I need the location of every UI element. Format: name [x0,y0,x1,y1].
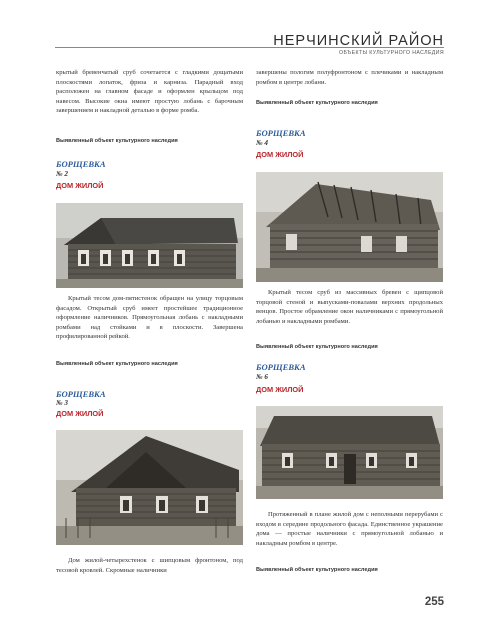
right-intro-status: Выявленный объект культурного наследия [256,100,378,106]
section-subtitle: ОБЪЕКТЫ КУЛЬТУРНОГО НАСЛЕДИЯ [339,50,444,56]
object-3-number: № 3 [56,399,68,407]
object-4-location: БОРЩЕВКА [256,128,306,138]
object-2-status: Выявленный объект культурного наследия [56,361,178,367]
object-3-description: Дом жилой-четырехстенок с шипцовым фронтоном, под тесовой кровлей. Скромные наличники [56,557,243,574]
object-6-description: Протяженный в плане жилой дом с неполными перерубами с входом в середине продольного фасада. Единственное украшение дома — простые наличники с прямоугольной лобанью и накладным ромбом в центре. [256,511,443,547]
photo-object-6 [256,406,443,499]
left-intro-text: крытый бревенчатый сруб сочетается с гладкими дощатыми плоскостями лопаток, фриза и карниза. Парадный вход расположен на главном фасаде и оформлен крыльцом под навесом. Высокие окна имеют простую лобань с барочным завершением и накладной деталью в форме ромба. [56,69,243,115]
object-4-status: Выявленный объект культурного наследия [256,344,378,350]
object-6-status: Выявленный объект культурного наследия [256,567,378,573]
photo-object-4 [256,172,443,282]
object-2-description: Крытый тесом дом-пятистенок обращен на улицу торцовым фасадом. Открытый сруб имеет простейшее традиционное оформление наличников. Прямоугольная лобань с накладными ромбами над стойками и в плоскости. Завершена профилированной рейкой. [56,295,243,341]
section-title: НЕРЧИНСКИЙ РАЙОН [273,33,444,49]
object-3-location: БОРЩЕВКА [56,389,106,399]
object-2-type: ДОМ ЖИЛОЙ [56,181,104,190]
page-number: 255 [424,596,444,608]
photo-object-3 [56,430,243,545]
object-3-type: ДОМ ЖИЛОЙ [56,409,104,418]
right-intro-text: завершены пологим полуфронтоном с плечиками и накладным ромбом в центре лобани. [256,69,443,86]
object-2-number: № 2 [56,170,68,178]
object-6-location: БОРЩЕВКА [256,362,306,372]
object-4-type: ДОМ ЖИЛОЙ [256,150,304,159]
left-intro-status: Выявленный объект культурного наследия [56,138,178,144]
object-4-description: Крытый тесом сруб из массивных бревен с щипцовой торцовой стеной и выпусками-повалами верхних продольных венцов. Простое обрамление окон наличниками с прямоугольной лобанью и накладными ромбами. [256,289,443,325]
object-2-location: БОРЩЕВКА [56,159,106,169]
photo-object-2 [56,203,243,288]
header-rule [55,47,444,48]
object-4-number: № 4 [256,139,268,147]
object-6-number: № 6 [256,373,268,381]
object-6-type: ДОМ ЖИЛОЙ [256,385,304,394]
